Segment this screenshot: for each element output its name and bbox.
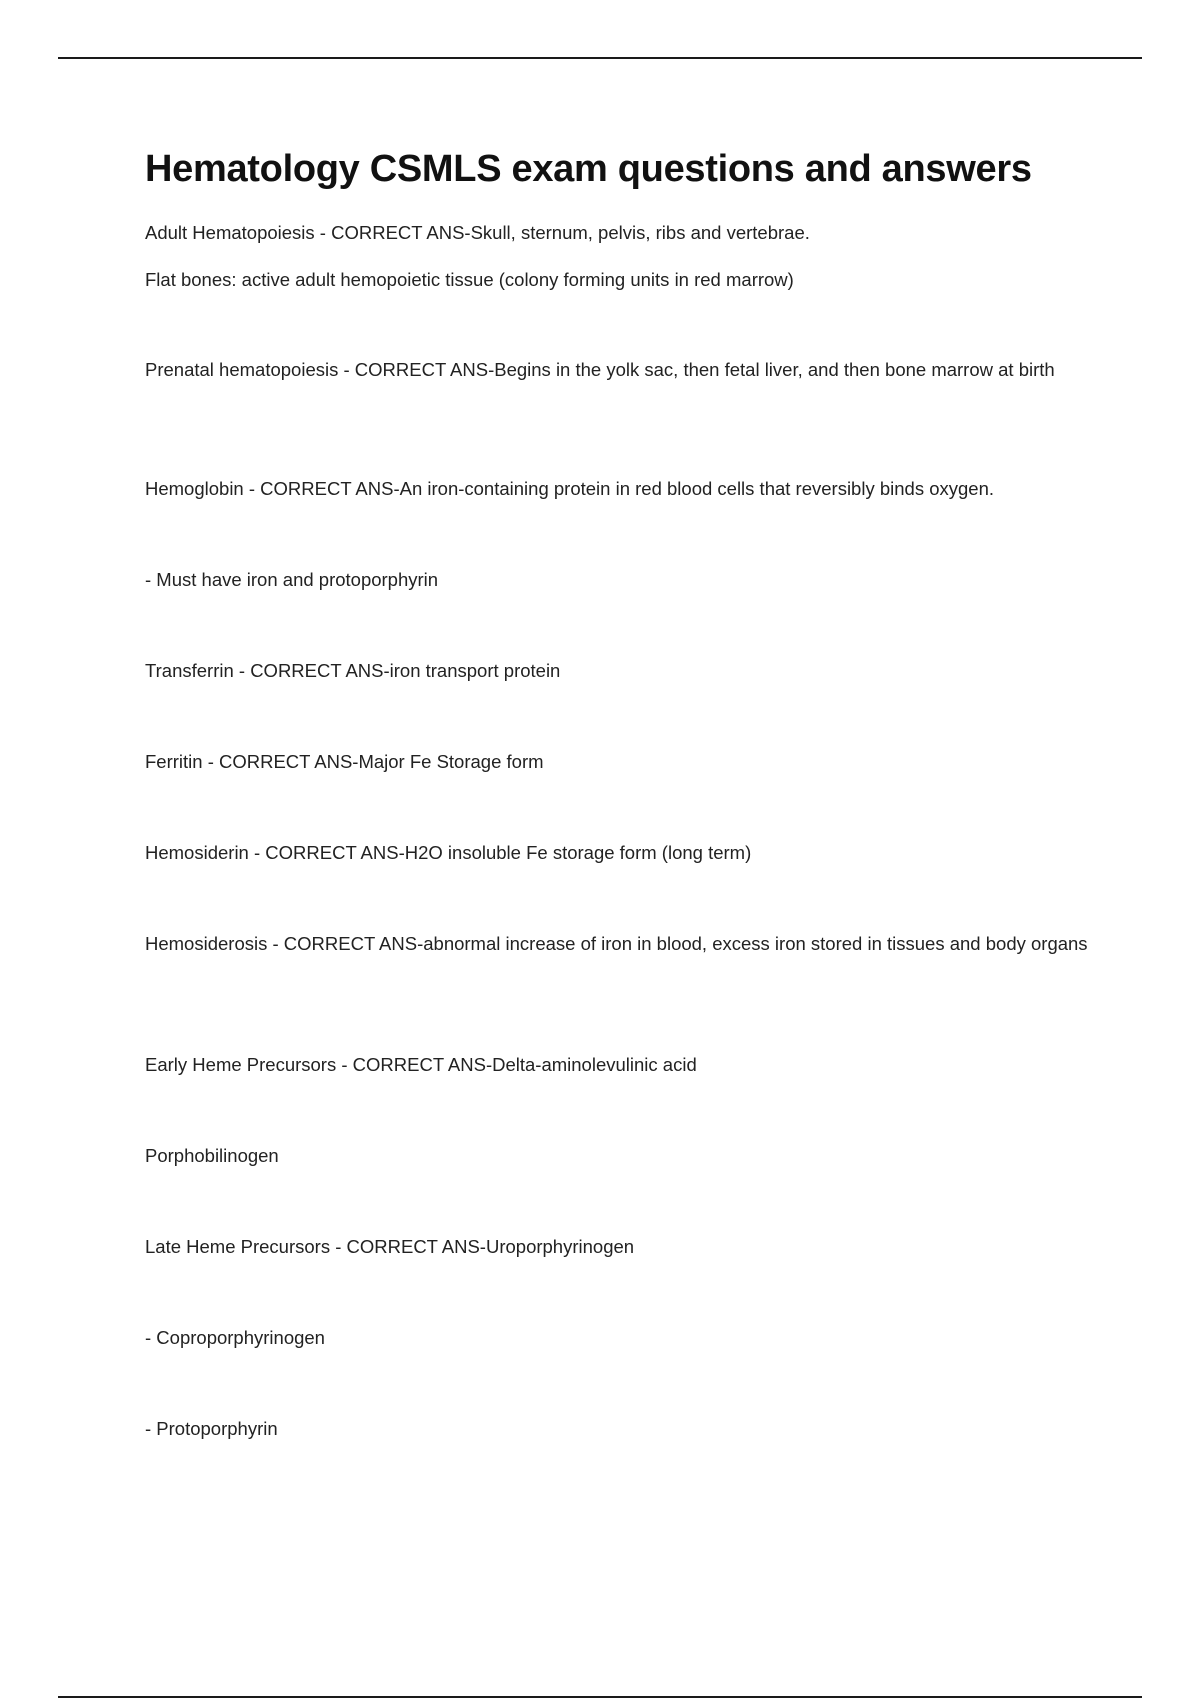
header-rule bbox=[58, 57, 1142, 59]
entry-hemoglobin-note: - Must have iron and protoporphyrin bbox=[145, 569, 439, 590]
entry-late-heme-precursors: Late Heme Precursors - CORRECT ANS-Uroporphyrinogen bbox=[145, 1236, 635, 1257]
entry-early-heme-precursors: Early Heme Precursors - CORRECT ANS-Delta-aminolevulinic acid bbox=[145, 1054, 697, 1075]
entry-porphobilinogen: Porphobilinogen bbox=[145, 1145, 279, 1166]
document-title: Hematology CSMLS exam questions and answers bbox=[145, 148, 1032, 190]
entry-ferritin: Ferritin - CORRECT ANS-Major Fe Storage form bbox=[145, 751, 544, 772]
entry-protoporphyrin: - Protoporphyrin bbox=[145, 1418, 278, 1439]
entry-hemosiderosis: Hemosiderosis - CORRECT ANS-abnormal increase of iron in blood, excess iron stored in tissues and body organs bbox=[145, 933, 1088, 954]
entry-hemosiderin: Hemosiderin - CORRECT ANS-H2O insoluble Fe storage form (long term) bbox=[145, 842, 752, 863]
footer-rule bbox=[58, 1696, 1142, 1698]
entry-adult-hematopoiesis: Adult Hematopoiesis - CORRECT ANS-Skull, sternum, pelvis, ribs and vertebrae. bbox=[145, 222, 810, 243]
entry-coproporphyrinogen: - Coproporphyrinogen bbox=[145, 1327, 325, 1348]
entry-flat-bones: Flat bones: active adult hemopoietic tissue (colony forming units in red marrow) bbox=[145, 269, 794, 290]
entry-hemoglobin: Hemoglobin - CORRECT ANS-An iron-containing protein in red blood cells that reversibly binds oxygen. bbox=[145, 478, 995, 499]
entry-transferrin: Transferrin - CORRECT ANS-iron transport protein bbox=[145, 660, 561, 681]
entry-prenatal-hematopoiesis: Prenatal hematopoiesis - CORRECT ANS-Begins in the yolk sac, then fetal liver, and then bone marrow at birth bbox=[145, 359, 1055, 380]
